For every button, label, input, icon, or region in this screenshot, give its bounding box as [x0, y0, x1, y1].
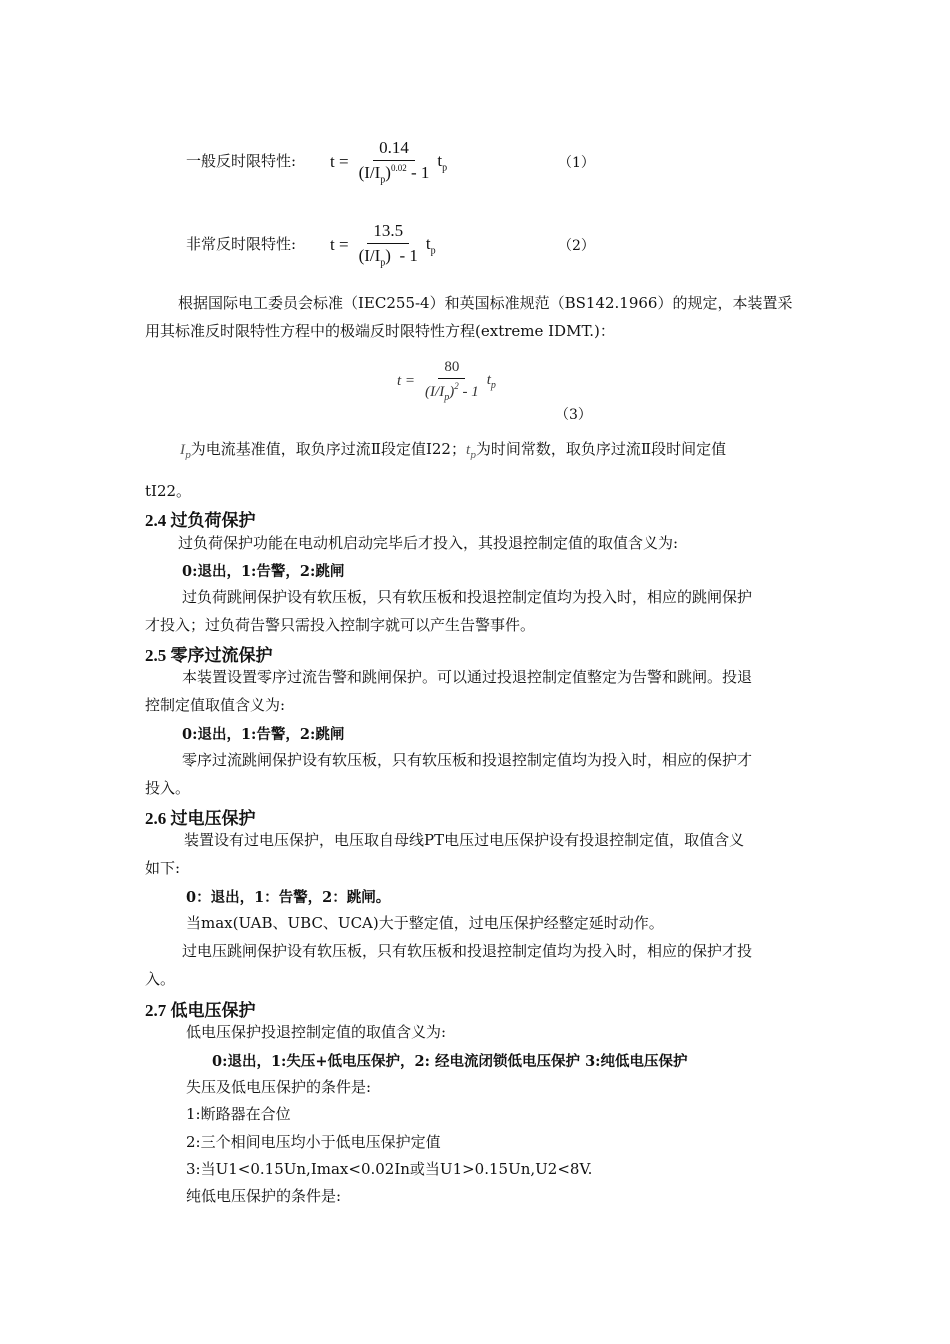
formula2-denominator: $(I/I_p) - 1$: [358, 246, 418, 269]
s25-p1a: 本装置设置零序过流告警和跳闸保护。可以通过投退控制定值整定为告警和跳闸。投退: [182, 668, 753, 686]
s26-p3b: 入。: [145, 970, 176, 988]
s26-p1a: 装置设有过电压保护，电压取自母线PT电压过电压保护设有投退控制定值，取值含义: [184, 831, 745, 849]
formula2-numerator: 13.5: [367, 221, 409, 244]
formula1-number: （1）: [558, 155, 595, 171]
s27-options: 0:退出，1:失压+低电压保护，2: 经电流闭锁低电压保护 3:纯低电压保护: [212, 1053, 688, 1070]
formula1-denominator: $(I/I_p)^{0.02} - 1$: [358, 163, 430, 186]
s27-condition-2: 2:三个相间电压均小于低电压保护定值: [186, 1133, 441, 1151]
formula1-numerator: 0.14: [373, 138, 415, 161]
formula3-lhs: t =: [397, 372, 416, 389]
section-2-5-title: 2.5 零序过流保护: [145, 646, 273, 665]
s27-condition-3: 3:当U1<0.15Un,Imax<0.02In或当U1>0.15Un,U2<8V.: [186, 1160, 593, 1178]
s27-p2: 失压及低电压保护的条件是:: [186, 1078, 372, 1096]
intro-line1: 根据国际电工委员会标准（IEC255-4）和英国标准规范（BS142.1966）的规定，本装置采: [178, 294, 793, 312]
s26-p1b: 如下:: [145, 859, 181, 877]
s24-options: 0:退出，1:告警，2:跳闸: [182, 563, 345, 580]
s27-p3: 纯低电压保护的条件是:: [186, 1187, 342, 1205]
formula3-numerator: 80: [438, 359, 465, 379]
s26-p3a: 过电压跳闸保护设有软压板，只有软压板和投退控制定值均为投入时，相应的保护才投: [182, 942, 753, 960]
intro-line2: 用其标准反时限特性方程中的极端反时限特性方程(extreme IDMT.)：: [145, 322, 615, 340]
s25-p1b: 控制定值取值含义为:: [145, 696, 286, 714]
formula1-label: 一般反时限特性:: [186, 152, 297, 170]
s25-p2a: 零序过流跳闸保护设有软压板，只有软压板和投退控制定值均为投入时，相应的保护才: [182, 751, 753, 769]
formula2-label: 非常反时限特性:: [186, 235, 297, 253]
formula1-rhs: $t_p$: [437, 150, 448, 173]
s26-p2: 当max(UAB、UBC、UCA)大于整定值，过电压保护经整定延时动作。: [186, 914, 664, 932]
formula3-rhs: $t_p$: [486, 371, 496, 391]
s26-options: 0：退出，1：告警，2：跳闸。: [186, 889, 391, 906]
s25-p2b: 投入。: [145, 779, 191, 797]
formula2-number: （2）: [558, 238, 595, 254]
s25-options: 0:退出，1:告警，2:跳闸: [182, 726, 345, 743]
s27-p1: 低电压保护投退控制定值的取值含义为:: [186, 1023, 447, 1041]
formula3: [397, 359, 496, 403]
ip-definition-line1: $I_p$为电流基准值，取负序过流Ⅱ段定值I22；$t_p$为时间常数，取负序过流Ⅱ段时间定值: [180, 440, 727, 461]
ip-definition-line2: tI22。: [145, 482, 192, 500]
formula2-lhs: t =: [330, 234, 349, 254]
section-2-4-title: 2.4 过负荷保护: [145, 511, 256, 530]
formula3-number: （3）: [555, 407, 592, 423]
s24-p1: 过负荷保护功能在电动机启动完毕后才投入，其投退控制定值的取值含义为:: [178, 534, 679, 552]
section-2-6-title: 2.6 过电压保护: [145, 809, 256, 828]
formula3-denominator: $(I/I_p)^2 - 1$: [425, 381, 479, 403]
formula1-lhs: t =: [330, 151, 349, 171]
s27-condition-1: 1:断路器在合位: [186, 1105, 291, 1123]
s24-p2a: 过负荷跳闸保护设有软压板，只有软压板和投退控制定值均为投入时，相应的跳闸保护: [182, 588, 753, 606]
s24-p2b: 才投入；过负荷告警只需投入控制字就可以产生告警事件。: [145, 616, 536, 634]
formula2: [330, 221, 436, 268]
section-2-7-title: 2.7 低电压保护: [145, 1001, 256, 1020]
formula2-rhs: $t_p$: [425, 233, 436, 256]
formula1: [330, 138, 447, 185]
